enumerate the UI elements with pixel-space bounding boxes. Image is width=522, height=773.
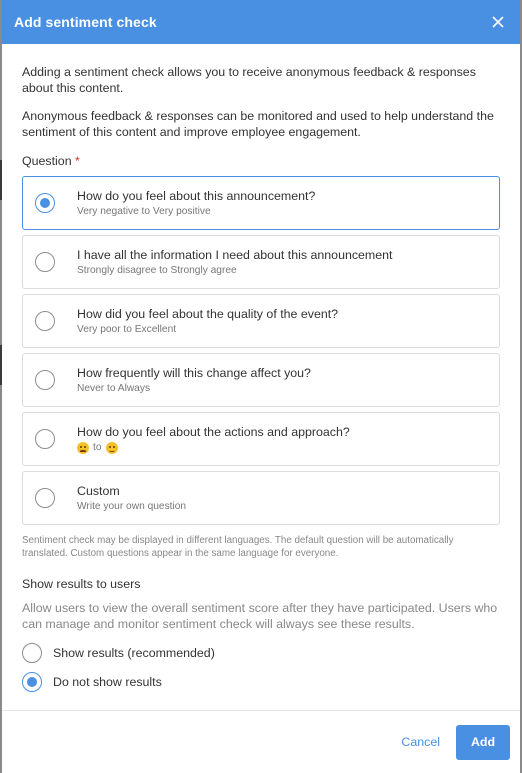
option-text [77, 306, 338, 337]
radio-button[interactable] [22, 672, 42, 692]
sad-face-icon [77, 442, 89, 454]
option-title: How frequently will this change affect you? [77, 365, 311, 380]
question-option-information[interactable] [22, 235, 500, 289]
close-icon [492, 16, 504, 28]
radio-button[interactable] [35, 370, 55, 390]
option-title: How do you feel about this announcement? [77, 188, 316, 203]
radio-button[interactable] [35, 193, 55, 213]
option-title: How do you feel about the actions and approach? [77, 424, 350, 439]
radio-dot [27, 677, 37, 687]
option-title: Custom [77, 483, 120, 498]
add-button[interactable]: Add [456, 725, 510, 760]
sentiment-check-dialog [2, 0, 520, 773]
cancel-button[interactable]: Cancel [401, 735, 440, 749]
option-subtitle: Write your own question [77, 500, 187, 512]
radio-dot [40, 198, 50, 208]
option-text [77, 247, 392, 278]
question-option-announcement-feel[interactable] [22, 176, 500, 230]
show-results-label: Show results (recommended) [53, 646, 215, 660]
option-subtitle: Never to Always [77, 382, 151, 394]
question-option-actions-approach[interactable] [22, 412, 500, 466]
radio-button[interactable] [35, 311, 55, 331]
results-section-description: Allow users to view the overall sentiment score after they have participated. Users who can manage and monitor sentiment check will always see these results. [22, 601, 498, 631]
question-label [22, 154, 500, 168]
question-option-change-frequency[interactable] [22, 353, 500, 407]
option-text [77, 365, 311, 396]
show-results-option[interactable] [22, 643, 500, 663]
option-subtitle: Strongly disagree to Strongly agree [77, 264, 237, 276]
dialog-title: Add sentiment check [14, 14, 157, 30]
dialog-footer [2, 710, 520, 773]
option-subtitle: Very poor to Excellent [77, 323, 177, 335]
close-button[interactable] [488, 12, 508, 32]
results-section-title: Show results to users [22, 577, 141, 591]
intro-text-2: Anonymous feedback & responses can be monitored and used to help understand the sentiment of this content and improve employee engagement. [22, 109, 494, 139]
do-not-show-results-label: Do not show results [53, 675, 162, 689]
dialog-body [2, 44, 520, 692]
question-options [22, 176, 500, 525]
option-title: I have all the information I need about this announcement [77, 247, 393, 262]
option-subtitle: Very negative to Very positive [77, 205, 211, 217]
radio-button[interactable] [35, 252, 55, 272]
question-option-custom[interactable] [22, 471, 500, 525]
option-title: How did you feel about the quality of the event? [77, 306, 339, 321]
option-subtitle-emoji [77, 441, 350, 455]
intro-text: Adding a sentiment check allows you to receive anonymous feedback & responses about this content. [22, 65, 476, 95]
emoji-range-word: to [93, 441, 102, 453]
radio-button[interactable] [35, 488, 55, 508]
option-text [77, 188, 315, 219]
dialog-header [2, 0, 520, 44]
option-text [77, 424, 350, 455]
smiley-face-icon [106, 442, 118, 454]
language-note: Sentiment check may be displayed in different languages. The default question will be automatically translated. Custom questions appear in the same language for everyone. [22, 535, 454, 559]
do-not-show-results-option[interactable] [22, 672, 500, 692]
radio-button[interactable] [35, 429, 55, 449]
question-option-event-quality[interactable] [22, 294, 500, 348]
question-label-text: Question [22, 154, 72, 168]
option-text [77, 483, 186, 514]
radio-button[interactable] [22, 643, 42, 663]
required-mark: * [75, 154, 80, 168]
